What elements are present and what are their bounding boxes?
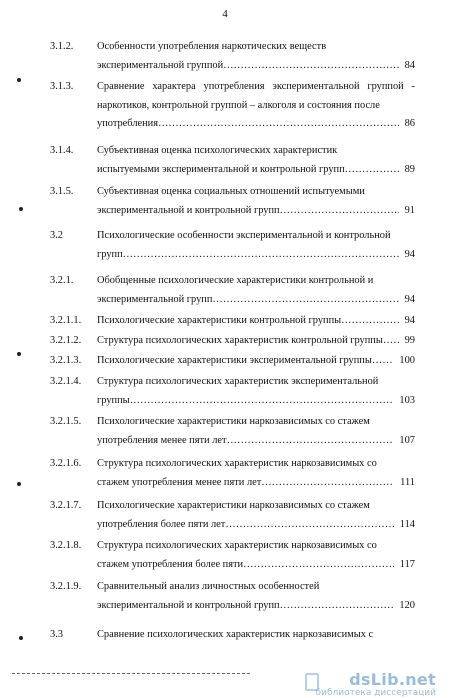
toc-entry-page: 94 <box>404 315 415 326</box>
toc-entry[interactable] <box>50 455 415 492</box>
toc-entry-title <box>50 413 415 450</box>
toc-entry-leader-line <box>97 57 415 76</box>
toc-entry-page: 117 <box>399 558 415 570</box>
toc-entry-leader-line <box>97 474 415 493</box>
toc-entry-continuation: стажем употребления менее пяти лет <box>97 476 262 488</box>
toc-entry-title <box>50 537 415 574</box>
toc-entry-title <box>50 312 415 331</box>
toc-entry[interactable] <box>50 413 415 450</box>
toc-entry-continuation: экспериментальной и контрольной групп <box>97 204 280 216</box>
toc-entry[interactable] <box>50 332 415 351</box>
dot-leader <box>383 332 399 351</box>
toc-entry-page: 84 <box>404 59 415 71</box>
toc-entry-text: Структура психологических характеристик экспериментальной <box>97 376 379 387</box>
toc-entry[interactable] <box>50 272 415 309</box>
toc-entry-number: 3.2.1.3. <box>50 355 82 366</box>
toc-entry[interactable] <box>50 578 415 615</box>
toc-entry[interactable] <box>50 227 415 264</box>
toc-entry-leader-line <box>97 352 415 371</box>
toc-entry-title <box>50 227 415 264</box>
toc-entry-leader-line <box>97 312 415 331</box>
dot-leader <box>341 312 398 331</box>
toc-entry-title <box>50 272 415 309</box>
toc-entry-title <box>50 578 415 615</box>
dot-leader <box>261 474 394 493</box>
toc-entry-number: 3.1.4. <box>50 145 74 156</box>
toc-entry-continuation: Структура психологических характеристик контрольной группы <box>97 335 383 346</box>
toc-entry-number: 3.1.3. <box>50 81 74 92</box>
toc-entry-page: 103 <box>399 394 415 406</box>
footer-divider <box>12 673 250 674</box>
toc-entry-continuation: групп <box>97 248 123 260</box>
toc-entry-number: 3.2.1.5. <box>50 416 82 427</box>
toc-entry-page: 94 <box>404 293 415 305</box>
toc-entry[interactable] <box>50 38 415 75</box>
toc-entry[interactable] <box>50 78 415 134</box>
dot-leader <box>223 57 398 76</box>
toc-entry-leader-line <box>97 516 415 535</box>
toc-entry-text: Особенности употребления наркотических веществ <box>97 41 327 52</box>
toc-entry-continuation: Психологические характеристики контрольной группы <box>97 315 342 326</box>
toc-entry-continuation: употребления <box>97 118 159 129</box>
toc-entry-leader-line <box>97 556 415 575</box>
toc-entry-number: 3.2.1.7. <box>50 500 82 511</box>
toc-entry-leader-line <box>97 392 415 411</box>
toc-entry-page: 99 <box>404 335 415 346</box>
toc-entry-number: 3.2.1.2. <box>50 335 82 346</box>
dot-leader <box>158 115 399 134</box>
toc-entry-title <box>50 455 415 492</box>
toc-entry[interactable] <box>50 142 415 179</box>
dot-leader <box>123 246 399 265</box>
toc-entry-title <box>50 497 415 534</box>
toc-entry-page: 89 <box>404 163 415 175</box>
dot-leader <box>212 291 398 310</box>
toc-entry-number: 3.2.1.9. <box>50 581 82 592</box>
toc-entry-page: 86 <box>404 118 415 129</box>
toc-entry-title <box>50 352 415 371</box>
toc-entry-page: 100 <box>399 355 415 366</box>
toc-entry-text: Субъективная оценка социальных отношений испытуемыми <box>97 186 365 197</box>
toc-entry-continuation: Психологические характеристики экспериментальной группы <box>97 355 372 366</box>
toc-entry-text: Сравнение психологических характеристик наркозависимых с <box>97 629 374 640</box>
dot-leader <box>130 392 394 411</box>
toc-entry-text: Структура психологических характеристик наркозависимых со <box>97 458 377 469</box>
toc-entry-text: Психологические характеристики наркозависимых со стажем <box>97 500 370 511</box>
toc-entry[interactable] <box>50 352 415 371</box>
scan-mark <box>19 636 23 640</box>
toc-entry-number: 3.2.1.8. <box>50 540 82 551</box>
dot-leader <box>345 161 399 180</box>
toc-entry-continuation: стажем употребления более пяти <box>97 558 244 570</box>
toc-entry-continuation: употребления более пяти лет <box>97 518 226 530</box>
toc-entry-leader-line <box>97 332 415 351</box>
toc-entry-text: Субъективная оценка психологических характеристик <box>97 145 338 156</box>
dot-leader <box>372 352 394 371</box>
toc-entry-text: Сравнительный анализ личностных особенностей <box>97 581 320 592</box>
toc-entry-page: 114 <box>399 518 415 530</box>
toc-entry-title <box>50 142 415 179</box>
toc-entry-text: Обобщенные психологические характеристики контрольной и <box>97 275 374 286</box>
watermark-caption: библиотека диссертаций <box>315 688 436 698</box>
toc-entry-title <box>50 38 415 75</box>
dot-leader <box>280 202 399 221</box>
toc-entry-leader-line <box>97 202 415 221</box>
toc-entry-title <box>50 332 415 351</box>
toc-entry-page: 91 <box>404 204 415 216</box>
dot-leader <box>225 516 393 535</box>
page-number: 4 <box>222 8 228 20</box>
toc-entry-page: 94 <box>404 248 415 260</box>
toc-entry-leader-line <box>97 115 415 134</box>
toc-entry-leader-line <box>97 597 415 616</box>
toc-entry-text: Психологические особенности экспериментальной и контрольной <box>97 230 391 241</box>
toc-entry-number: 3.2.1. <box>50 275 74 286</box>
toc-entry-number: 3.3 <box>50 629 63 640</box>
toc-entry[interactable] <box>50 373 415 410</box>
toc-entry-leader-line <box>97 291 415 310</box>
scan-mark <box>17 78 21 82</box>
toc-entry-number: 3.1.2. <box>50 41 74 52</box>
toc-entry-title <box>50 626 415 645</box>
toc-entry-number: 3.2 <box>50 230 63 241</box>
toc-entry[interactable] <box>50 497 415 534</box>
dot-leader <box>280 597 394 616</box>
toc-entry-page: 107 <box>399 434 415 446</box>
scan-mark <box>19 207 23 211</box>
toc-entry-leader-line <box>97 161 415 180</box>
toc-entry[interactable] <box>50 537 415 574</box>
toc-entry-continuation: группы <box>97 394 130 406</box>
toc-entry-text: Психологические характеристики наркозависимых со стажем <box>97 416 370 427</box>
toc-entry-leader-line <box>97 432 415 451</box>
dot-leader <box>227 432 394 451</box>
toc-entry-page: 111 <box>400 476 415 488</box>
toc-entry-title <box>50 78 415 134</box>
toc-entry[interactable] <box>50 312 415 331</box>
toc-entry-number: 3.2.1.6. <box>50 458 82 469</box>
toc-entry-continuation: экспериментальной групп <box>97 293 213 305</box>
toc-entry-text: Структура психологических характеристик наркозависимых со <box>97 540 377 551</box>
dot-leader <box>243 556 394 575</box>
toc-entry[interactable] <box>50 183 415 220</box>
toc-entry-number: 3.2.1.4. <box>50 376 82 387</box>
toc-entry-continuation: употребления менее пяти лет <box>97 434 227 446</box>
toc-entry-number: 3.2.1.1. <box>50 315 82 326</box>
toc-entry-title <box>50 183 415 220</box>
toc-entry[interactable] <box>50 626 415 645</box>
toc-entry-continuation: экспериментальной и контрольной групп <box>97 599 280 611</box>
toc-entry-continuation: испытуемыми экспериментальной и контрольной групп <box>97 163 345 175</box>
toc-entry-page: 120 <box>399 599 415 611</box>
toc-entry-text: Сравнение характера употребления экспериментальной группой - наркотиков, контрольной группой – алкоголя и состояния после <box>97 81 415 111</box>
toc-entry-number: 3.1.5. <box>50 186 74 197</box>
toc-entry-leader-line <box>97 246 415 265</box>
scan-mark <box>17 352 21 356</box>
watermark-brand[interactable]: dsLib.net <box>349 670 436 689</box>
scan-mark <box>17 482 21 486</box>
toc-entry-title <box>50 373 415 410</box>
toc-entry-continuation: экспериментальной группой <box>97 59 224 71</box>
